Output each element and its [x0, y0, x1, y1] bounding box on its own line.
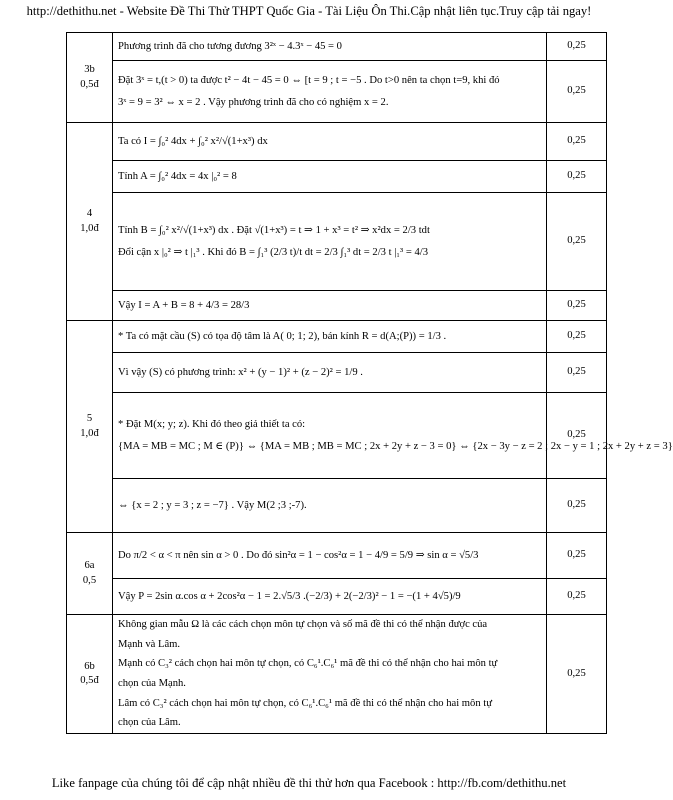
solution-line: ⇔ {x = 2 ; y = 3 ; z = −7} . Vậy M(2 ;3 ;-7).	[118, 499, 307, 511]
question-points: 0,5đ	[80, 78, 99, 90]
score-cell: 0,25	[547, 321, 607, 353]
solution-step	[113, 291, 547, 321]
solution-table	[66, 32, 673, 734]
question-points: 0,5đ	[80, 675, 99, 687]
solution-line: Mạnh và Lâm.	[118, 638, 181, 650]
solution-row	[67, 291, 607, 321]
solution-step	[113, 579, 547, 615]
question-number: 3b	[84, 64, 95, 76]
solution-row	[67, 321, 607, 353]
solution-step	[113, 61, 547, 123]
score-cell: 0,25	[547, 393, 607, 479]
solution-step	[113, 533, 547, 579]
solution-row	[67, 123, 607, 161]
solution-row	[67, 393, 607, 479]
solution-step	[113, 615, 547, 734]
score-cell: 0,25	[547, 579, 607, 615]
solution-line: * Ta có mặt cầu (S) có tọa độ tâm là A( 0; 1; 2), bán kính R = d(A;(P)) = 1/3 .	[118, 330, 447, 342]
solution-step	[113, 161, 547, 193]
solution-row	[67, 615, 607, 734]
question-number-cell	[67, 533, 113, 615]
solution-line: Mạnh có C₃² cách chọn hai môn tự chọn, có C₆¹.C₆¹ mã đề thi có thể nhận cho hai môn tự	[118, 658, 498, 670]
solution-row	[67, 353, 607, 393]
solution-line: Phương trình đã cho tương đương 3²ˣ − 4.3ˣ − 45 = 0	[118, 40, 342, 52]
solution-row	[67, 33, 607, 61]
score-cell: 0,25	[547, 33, 607, 61]
question-points: 1,0đ	[80, 222, 99, 234]
solution-line: Vì vậy (S) có phương trình: x² + (y − 1)² + (z − 2)² = 1/9 .	[118, 366, 363, 378]
solution-line: * Đặt M(x; y; z). Khi đó theo giả thiết ta có:	[118, 418, 306, 430]
solution-line: 3ˣ = 9 = 3² ⇔ x = 2 . Vậy phương trình đã cho có nghiệm x = 2.	[118, 96, 389, 108]
score-cell: 0,25	[547, 193, 607, 291]
score-cell: 0,25	[547, 533, 607, 579]
solution-row	[67, 161, 607, 193]
question-number: 5	[86, 413, 93, 425]
question-points: 0,5	[82, 574, 97, 586]
solution-line: Đổi cận x |₀² ⇒ t |₁³ . Khi đó B = ∫₁³ (2/3 t)/t dt = 2/3 ∫₁³ dt = 2/3 t |₁³ = 4/3	[118, 246, 428, 258]
page-footer: Like fanpage của chúng tôi để cập nhật nhiều đề thi thử hơn qua Facebook : http://fb.com/dethithu.net	[51, 776, 567, 790]
solution-line: Lâm có C₃² cách chọn hai môn tự chọn, có C₆¹.C₆¹ mã đề thi có thể nhận cho hai môn tự	[118, 697, 492, 709]
solution-line: Do π/2 < α < π nên sin α > 0 . Do đó sin²α = 1 − cos²α = 1 − 4/9 = 5/9 ⇒ sin α = √5/3	[118, 549, 479, 561]
solution-line: Tính A = ∫₀² 4dx = 4x |₀² = 8	[118, 170, 237, 182]
question-number-cell	[67, 615, 113, 734]
solution-step	[113, 321, 547, 353]
question-number: 6b	[84, 660, 95, 672]
score-cell: 0,25	[547, 161, 607, 193]
solution-row	[67, 579, 607, 615]
solution-step	[113, 123, 547, 161]
score-cell: 0,25	[547, 615, 607, 734]
solution-line: Tính B = ∫₀² x²/√(1+x³) dx . Đặt √(1+x³) = t ⇒ 1 + x³ = t² ⇒ x²dx = 2/3 tdt	[118, 224, 430, 236]
solution-line: {MA = MB = MC ; M ∈ (P)} ⇔ {MA = MB ; MB = MC ; 2x + 2y + z − 3 = 0} ⇔ {2x − 3y − z = 2 ; 2x − y = 1 ; 2x + 2y + z = 3}	[118, 440, 673, 452]
page-header: http://dethithu.net - Website Đề Thi Thử THPT Quốc Gia - Tài Liệu Ôn Thi.Cập nhật liên tục.Truy cập tải ngay!	[26, 4, 592, 18]
solution-line: chọn của Lâm.	[118, 717, 181, 729]
question-number: 4	[86, 208, 93, 220]
score-cell: 0,25	[547, 353, 607, 393]
score-cell: 0,25	[547, 61, 607, 123]
solution-step	[113, 33, 547, 61]
solution-line: Không gian mẫu Ω là các cách chọn môn tự chọn và số mã đề thi có thể nhận được của	[118, 619, 488, 630]
score-cell: 0,25	[547, 123, 607, 161]
question-points: 1,0đ	[80, 427, 99, 439]
solution-line: Đặt 3ˣ = t,(t > 0) ta được t² − 4t − 45 = 0 ⇔ [t = 9 ; t = −5 . Do t>0 nên ta chọn t=9, khi đó	[118, 74, 500, 86]
solution-line: Ta có I = ∫₀² 4dx + ∫₀² x²/√(1+x³) dx	[118, 135, 268, 147]
question-number-cell	[67, 123, 113, 321]
question-number: 6a	[84, 560, 95, 572]
solution-row	[67, 61, 607, 123]
score-cell: 0,25	[547, 291, 607, 321]
question-number-cell	[67, 33, 113, 123]
score-cell: 0,25	[547, 479, 607, 533]
solution-step	[113, 479, 547, 533]
solution-row	[67, 533, 607, 579]
solution-row	[67, 479, 607, 533]
solution-line: Vậy P = 2sin α.cos α + 2cos²α − 1 = 2.√5/3 .(−2/3) + 2(−2/3)² − 1 = −(1 + 4√5)/9	[118, 590, 461, 602]
question-number-cell	[67, 321, 113, 533]
solution-step	[113, 193, 547, 291]
solution-line: chọn của Mạnh.	[118, 678, 186, 690]
solution-line: Vậy I = A + B = 8 + 4/3 = 28/3	[118, 299, 250, 311]
solution-step	[113, 353, 547, 393]
solution-row	[67, 193, 607, 291]
